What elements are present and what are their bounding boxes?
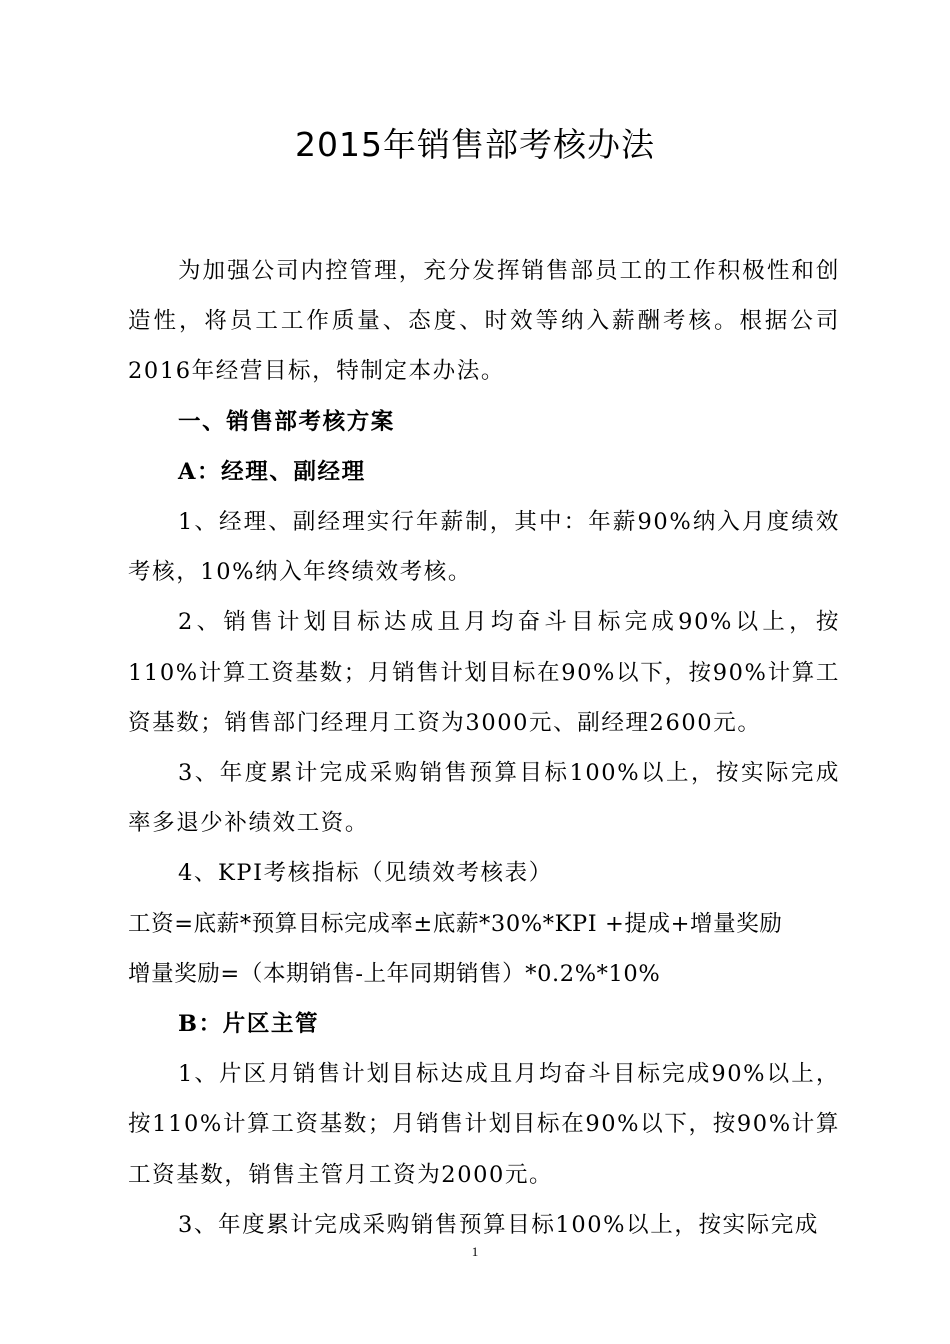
paragraph-a-1: 1、经理、副经理实行年薪制，其中：年薪90%纳入月度绩效考核，10%纳入年终绩效考核。 xyxy=(128,509,840,586)
subsection-heading-a: A：经理、副经理 xyxy=(178,458,366,485)
paragraph-a-2: 2、销售计划目标达成且月均奋斗目标完成90%以上，按110%计算工资基数；月销售计划目标在90%以下，按90%计算工资基数；销售部门经理月工资为3000元、副经理2600元。 xyxy=(128,609,840,736)
page-number: 1 xyxy=(471,1244,479,1259)
document-title: 2015年销售部考核办法 xyxy=(295,125,655,164)
paragraph-b-1: 1、片区月销售计划目标达成且月均奋斗目标完成90%以上，按110%计算工资基数；月销售计划目标在90%以下，按90%计算工资基数，销售主管月工资为2000元。 xyxy=(128,1061,840,1188)
paragraph-b-3: 3、年度累计完成采购销售预算目标100%以上，按实际完成 xyxy=(178,1211,819,1238)
bonus-formula: 增量奖励=（本期销售-上年同期销售）*0.2%*10% xyxy=(128,960,661,987)
salary-formula: 工资=底薪*预算目标完成率±底薪*30%*KPI +提成+增量奖励 xyxy=(128,910,783,937)
subsection-heading-b: B：片区主管 xyxy=(178,1011,320,1038)
section-heading-1: 一、销售部考核方案 xyxy=(178,408,395,435)
intro-paragraph: 为加强公司内控管理，充分发挥销售部员工的工作积极性和创造性，将员工工作质量、态度、时效等纳入薪酬考核。根据公司2016年经营目标，特制定本办法。 xyxy=(128,258,840,385)
paragraph-a-3: 3、年度累计完成采购销售预算目标100%以上，按实际完成率多退少补绩效工资。 xyxy=(128,760,840,837)
paragraph-a-4: 4、KPI考核指标（见绩效考核表） xyxy=(178,860,553,887)
document-body xyxy=(128,246,840,1250)
